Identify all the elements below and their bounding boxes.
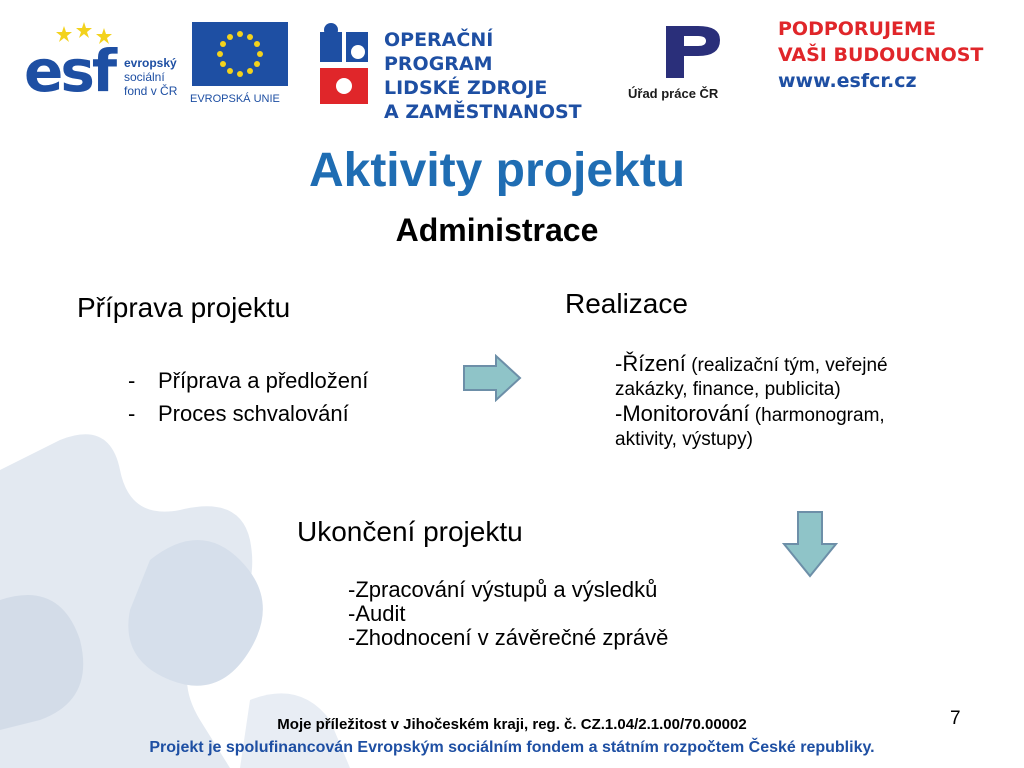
urad-caption: Úřad práce ČR [628, 86, 719, 101]
priprava-item [128, 397, 368, 430]
list-dash: - [128, 368, 136, 393]
podporujeme-line2: VAŠI BUDOUCNOST [778, 44, 984, 66]
ukonceni-item: -Zpracování výstupů a výsledků [348, 577, 658, 602]
op-lzz-logo [318, 22, 603, 123]
ukonceni-item: -Zhodnocení v závěrečné zprávě [348, 625, 669, 650]
realizace-item-main: -Řízení [615, 351, 686, 376]
page-title: Aktivity projektu [308, 144, 686, 197]
realizace-list [615, 352, 1015, 452]
esf-caption-line3: fond v ČR [124, 84, 178, 98]
footer-project-line: Moje příležitost v Jihočeském kraji, reg. č. CZ.1.04/2.1.00/70.00002 [277, 716, 747, 733]
urad-prace-logo [628, 22, 758, 106]
eu-caption: EVROPSKÁ UNIE [190, 93, 280, 105]
esf-caption-line2: sociální [124, 70, 165, 84]
arrow-down-icon [780, 510, 840, 580]
realizace-item-cont: zakázky, finance, publicita) [615, 379, 841, 400]
podporujeme-logo [778, 16, 1002, 106]
list-dash: - [128, 401, 136, 426]
podporujeme-url: www.esfcr.cz [778, 70, 917, 92]
ukonceni-list [348, 578, 668, 650]
esf-caption [124, 56, 177, 98]
op-text [384, 28, 603, 124]
realizace-item-cont: aktivity, výstupy) [615, 429, 753, 450]
urad-prace-emblem-icon [658, 22, 728, 82]
op-line1: OPERAČNÍ PROGRAM [384, 29, 494, 75]
esf-caption-line1: evropský [124, 56, 177, 70]
priprava-item [128, 364, 368, 397]
esf-logo [24, 22, 189, 106]
eu-flag-icon [192, 22, 288, 86]
realizace-item [615, 352, 1015, 378]
realizace-heading: Realizace [565, 288, 688, 319]
priprava-item-text: Příprava a předložení [158, 368, 369, 393]
ukonceni-item: -Audit [348, 601, 406, 626]
esf-wordmark: esf [24, 37, 115, 105]
op-line3: A ZAMĚSTNANOST [384, 101, 582, 123]
eu-logo [190, 22, 290, 106]
priprava-heading: Příprava projektu [77, 292, 291, 323]
priprava-item-text: Proces schvalování [158, 401, 349, 426]
priprava-list [128, 364, 368, 430]
page-number: 7 [950, 708, 961, 729]
ukonceni-heading: Ukončení projektu [297, 516, 523, 547]
realizace-item-detail: (realizační tým, veřejné [685, 355, 888, 376]
podporujeme-line1: PODPORUJEME [778, 18, 936, 40]
realizace-item-detail: (harmonogram, [749, 405, 885, 426]
page-subtitle: Administrace [395, 212, 599, 248]
arrow-right-icon [462, 354, 524, 402]
op-line2: LIDSKÉ ZDROJE [384, 77, 548, 99]
puzzle-people-icon [318, 22, 374, 106]
realizace-item-main: -Monitorování [615, 401, 750, 426]
footer-funding-line: Projekt je spolufinancován Evropským sociálním fondem a státním rozpočtem České republiky. [149, 739, 875, 756]
realizace-item [615, 402, 1015, 428]
